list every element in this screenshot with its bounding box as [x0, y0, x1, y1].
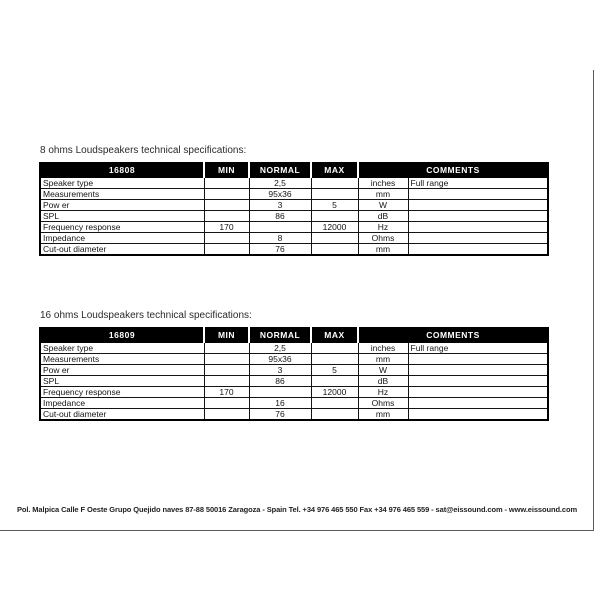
spec-row	[40, 211, 548, 222]
units-cell: Hz	[358, 387, 408, 398]
normal-value-cell: 86	[249, 211, 311, 222]
units-cell: inches	[358, 178, 408, 189]
spec-label-cell: Frequency response	[40, 387, 204, 398]
page-edge-right-line	[593, 70, 594, 530]
spec-label-cell: Measurements	[40, 189, 204, 200]
comments-cell	[408, 200, 548, 211]
spec-header-row	[40, 163, 548, 178]
min-value-cell	[204, 211, 249, 222]
units-cell: Ohms	[358, 398, 408, 409]
spec-row	[40, 387, 548, 398]
spec-label-cell: Speaker type	[40, 343, 204, 354]
normal-value-cell	[249, 387, 311, 398]
min-value-cell	[204, 398, 249, 409]
spec-label-cell: SPL	[40, 211, 204, 222]
max-value-cell	[311, 211, 358, 222]
spec-label-cell: SPL	[40, 376, 204, 387]
model-number-header: 16808	[40, 163, 204, 178]
normal-value-cell: 8	[249, 233, 311, 244]
spec-row	[40, 222, 548, 233]
spec-label-cell: Cut-out diameter	[40, 244, 204, 256]
min-value-cell: 170	[204, 387, 249, 398]
spec-label-cell: Frequency response	[40, 222, 204, 233]
spec-table-body	[40, 343, 548, 421]
max-value-cell	[311, 398, 358, 409]
spec-row	[40, 200, 548, 211]
units-cell: mm	[358, 354, 408, 365]
min-value-cell	[204, 244, 249, 256]
spec-table	[39, 327, 549, 421]
spec-table-title: 16 ohms Loudspeakers technical specifications:	[40, 310, 252, 321]
normal-value-cell: 76	[249, 244, 311, 256]
normal-header: NORMAL	[249, 328, 311, 343]
comments-cell	[408, 365, 548, 376]
units-cell: mm	[358, 409, 408, 421]
spec-header-row	[40, 328, 548, 343]
comments-cell	[408, 244, 548, 256]
normal-header: NORMAL	[249, 163, 311, 178]
spec-section	[39, 145, 547, 256]
min-value-cell	[204, 354, 249, 365]
page-edge-bottom-line	[0, 530, 594, 531]
normal-value-cell: 86	[249, 376, 311, 387]
units-cell: inches	[358, 343, 408, 354]
units-cell: Ohms	[358, 233, 408, 244]
units-cell: dB	[358, 376, 408, 387]
spec-table-title: 8 ohms Loudspeakers technical specifications:	[40, 145, 247, 156]
spec-label-cell: Cut-out diameter	[40, 409, 204, 421]
normal-value-cell: 3	[249, 365, 311, 376]
units-cell: W	[358, 200, 408, 211]
units-cell: dB	[358, 211, 408, 222]
spec-label-cell: Pow er	[40, 365, 204, 376]
max-value-cell	[311, 354, 358, 365]
comments-cell: Full range	[408, 178, 548, 189]
min-value-cell	[204, 376, 249, 387]
spec-table-body	[40, 178, 548, 256]
units-cell: mm	[358, 244, 408, 256]
comments-cell	[408, 387, 548, 398]
spec-label-cell: Speaker type	[40, 178, 204, 189]
spec-row	[40, 354, 548, 365]
normal-value-cell	[249, 222, 311, 233]
comments-cell	[408, 354, 548, 365]
spec-row	[40, 233, 548, 244]
max-value-cell	[311, 244, 358, 256]
comments-cell	[408, 222, 548, 233]
spec-row	[40, 244, 548, 256]
spec-row	[40, 365, 548, 376]
min-value-cell	[204, 409, 249, 421]
spec-label-cell: Impedance	[40, 398, 204, 409]
spec-label-cell: Measurements	[40, 354, 204, 365]
max-value-cell: 5	[311, 200, 358, 211]
max-header: MAX	[311, 328, 358, 343]
min-value-cell	[204, 365, 249, 376]
comments-cell	[408, 211, 548, 222]
min-value-cell	[204, 233, 249, 244]
comments-cell	[408, 189, 548, 200]
min-header: MIN	[204, 328, 249, 343]
max-value-cell: 12000	[311, 222, 358, 233]
spec-row	[40, 343, 548, 354]
max-value-cell	[311, 178, 358, 189]
max-value-cell	[311, 409, 358, 421]
normal-value-cell: 16	[249, 398, 311, 409]
normal-value-cell: 3	[249, 200, 311, 211]
min-value-cell	[204, 189, 249, 200]
comments-cell	[408, 376, 548, 387]
max-value-cell	[311, 233, 358, 244]
spec-row	[40, 189, 548, 200]
spec-row	[40, 409, 548, 421]
spec-row	[40, 178, 548, 189]
max-header: MAX	[311, 163, 358, 178]
max-value-cell: 12000	[311, 387, 358, 398]
max-value-cell	[311, 376, 358, 387]
spec-table	[39, 162, 549, 256]
comments-header: COMMENTS	[358, 163, 548, 178]
min-value-cell	[204, 178, 249, 189]
units-cell: mm	[358, 189, 408, 200]
spec-section	[39, 310, 547, 421]
max-value-cell: 5	[311, 365, 358, 376]
min-value-cell	[204, 200, 249, 211]
normal-value-cell: 2,5	[249, 343, 311, 354]
comments-cell: Full range	[408, 343, 548, 354]
comments-cell	[408, 398, 548, 409]
normal-value-cell: 2,5	[249, 178, 311, 189]
min-value-cell: 170	[204, 222, 249, 233]
min-header: MIN	[204, 163, 249, 178]
units-cell: Hz	[358, 222, 408, 233]
units-cell: W	[358, 365, 408, 376]
normal-value-cell: 95x36	[249, 354, 311, 365]
model-number-header: 16809	[40, 328, 204, 343]
min-value-cell	[204, 343, 249, 354]
comments-cell	[408, 233, 548, 244]
spec-label-cell: Impedance	[40, 233, 204, 244]
spec-row	[40, 376, 548, 387]
normal-value-cell: 95x36	[249, 189, 311, 200]
comments-cell	[408, 409, 548, 421]
spec-label-cell: Pow er	[40, 200, 204, 211]
normal-value-cell: 76	[249, 409, 311, 421]
spec-row	[40, 398, 548, 409]
footer-address-line: Pol. Malpica Calle F Oeste Grupo Quejido naves 87-88 50016 Zaragoza - Spain Tel. +34 976 465 550 Fax +34 976 465 559 - sat@eissound.com - www.eissound.com	[16, 505, 578, 514]
max-value-cell	[311, 343, 358, 354]
max-value-cell	[311, 189, 358, 200]
comments-header: COMMENTS	[358, 328, 548, 343]
